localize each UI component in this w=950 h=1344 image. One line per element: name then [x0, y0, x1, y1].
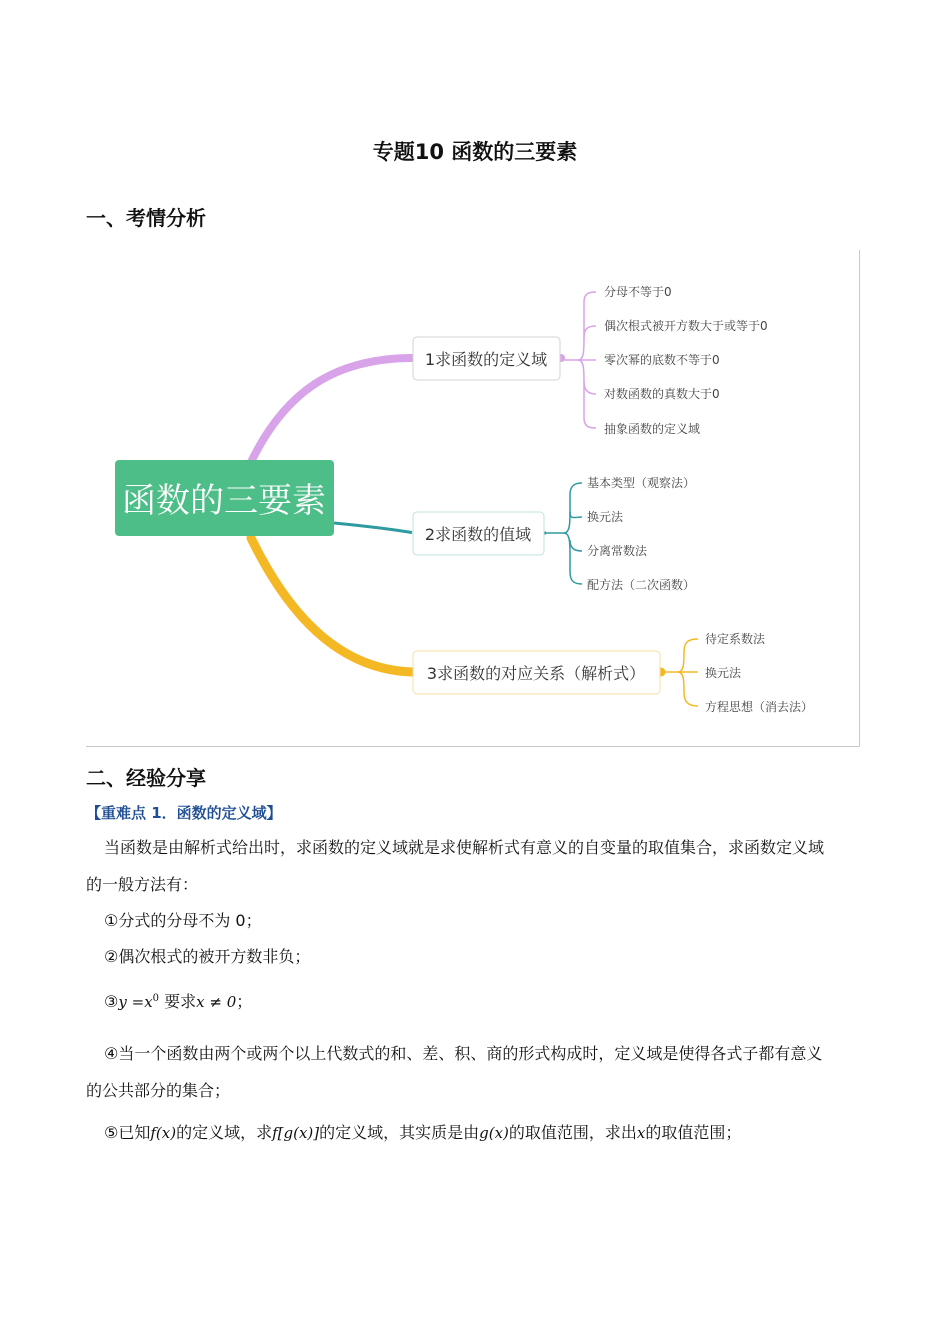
leaf-2-4: 配方法（二次函数） — [587, 578, 696, 592]
rule-5-part-d: 的取值范围，求出 — [508, 1123, 637, 1142]
root-node-label: 函数的三要素 — [122, 481, 326, 521]
intro-line-2: 的一般方法有： — [86, 875, 199, 894]
branch-3-bracket — [661, 639, 698, 706]
leaf-1-3: 零次幂的底数不等于0 — [604, 353, 720, 367]
rule-5 — [104, 1122, 741, 1144]
branch-1-bracket — [561, 292, 596, 428]
rule-2: ②偶次根式的被开方数非负； — [104, 947, 311, 966]
leaf-2-2: 换元法 — [587, 510, 624, 524]
formula-y: y — [118, 993, 127, 1011]
rule-3-suffix: ； — [236, 992, 253, 1011]
branch-node-2-label: 2求函数的值域 — [424, 525, 532, 544]
hard-point-heading: 【重难点 1．函数的定义域】 — [86, 804, 282, 822]
formula-eq: = — [131, 993, 145, 1011]
mind-map-canvas — [86, 250, 859, 746]
branch-node-1-label: 1求函数的定义域 — [424, 350, 548, 369]
rule-4-line-2: 的公共部分的集合； — [86, 1081, 231, 1100]
leaf-1-4: 对数函数的真数大于0 — [604, 387, 720, 401]
rule-3-condition: x ≠ 0 — [196, 993, 237, 1011]
rule-3-formula — [118, 993, 159, 1011]
leaf-1-2: 偶次根式被开方数大于或等于0 — [604, 319, 768, 333]
leaf-3-1: 待定系数法 — [705, 632, 766, 646]
rule-5-part-a: ⑤已知 — [104, 1123, 151, 1142]
mind-map — [86, 250, 860, 747]
rule-5-gx: g(x) — [479, 1124, 509, 1142]
page-title: 专题10 函数的三要素 — [372, 140, 578, 164]
rule-5-fx: f(x) — [150, 1124, 177, 1142]
section-heading-experience: 二、经验分享 — [86, 766, 206, 790]
rule-3 — [104, 988, 252, 1013]
branch-2-bracket — [546, 483, 582, 584]
rule-5-part-e: 的取值范围； — [645, 1123, 742, 1142]
leaf-1-1: 分母不等于0 — [604, 285, 672, 299]
leaf-1-5: 抽象函数的定义域 — [604, 422, 701, 436]
leaf-3-3: 方程思想（消去法） — [705, 700, 814, 714]
formula-x: x — [144, 993, 153, 1011]
rule-4-line-1: ④当一个函数由两个或两个以上代数式的和、差、积、商的形式构成时，定义域是使得各式子都有意义 — [104, 1044, 823, 1063]
section-heading-analysis: 一、考情分析 — [86, 206, 206, 230]
rule-5-fgx: f[g(x)] — [272, 1124, 320, 1142]
rule-5-part-c: 的定义域，其实质是由 — [319, 1123, 480, 1142]
leaf-2-1: 基本类型（观察法） — [587, 476, 696, 490]
rule-1: ①分式的分母不为 0； — [104, 911, 262, 930]
leaf-3-2: 换元法 — [705, 666, 742, 680]
rule-5-part-b: 的定义域，求 — [176, 1123, 273, 1142]
intro-line-1: 当函数是由解析式给出时，求函数的定义域就是求使解析式有意义的自变量的取值集合，求函数定义域 — [104, 838, 825, 857]
rule-3-marker: ③ — [104, 992, 119, 1011]
branch-node-3-label: 3求函数的对应关系（解析式） — [426, 664, 646, 683]
rule-5-x: x — [636, 1124, 646, 1142]
leaf-2-3: 分离常数法 — [587, 544, 648, 558]
rule-3-mid: 要求 — [164, 992, 197, 1011]
formula-exponent: 0 — [152, 993, 160, 1004]
